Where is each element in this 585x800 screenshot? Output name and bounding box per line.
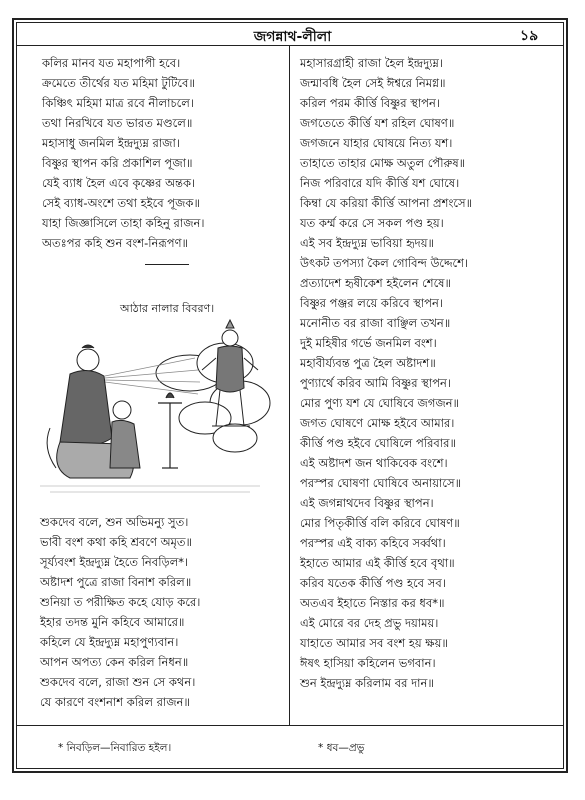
verse-line: মহাসাধু জনমিল ইন্দ্রদ্যুম্ন রাজা। [42,136,180,150]
verse-line: এই অষ্টাদশ জন থাকিবেক বংশে। [300,456,448,470]
verse-line: জগতেতে কীর্ত্তি যশ রহিল ঘোষণ॥ [300,116,455,130]
verse-line: ঈষৎ হাসিয়া কহিলেন ভগবান। [300,656,436,670]
verse-line: যত কর্ম্ম করে সে সকল পণ্ড হয়। [300,216,444,230]
verse-line: অষ্টাদশ পুত্রে রাজা বিনাশ করিল॥ [40,575,192,589]
verse-line: জন্মাবধি হৈল সেই ঈশ্বরে নিমগ্ন॥ [300,76,446,90]
verse-line: মহাবীর্য্যবন্ত পুত্র হৈল অষ্টাদশ॥ [300,356,436,370]
left-column-top [42,53,204,253]
verse-line: সূর্য্যবংশ ইন্দ্রদ্যুম্ন হৈতে নিবড়িল*। [40,555,189,569]
verse-line: এই মোরে বর দেহ প্রভু দয়াময়। [300,616,439,630]
verse-line: ইহাতে আমার এই কীর্ত্তি হবে বৃথা॥ [300,556,455,570]
verse-line: কিঞ্চিৎ মহিমা মাত্র রবে নীলাচলে। [42,96,194,110]
verse-line: আপন অপত্য কেন করিল নিধন॥ [40,655,189,669]
footnote-right: * ধব—প্রভু [318,742,365,754]
verse-line: যাহাতে আমার সব বংশ হয় ক্ষয়॥ [300,636,448,650]
verse-line: কিম্বা যে করিয়া কীর্ত্তি আপনা প্রশংসে॥ [300,196,473,210]
verse-line: যাহা জিজ্ঞাসিলে তাহা কহিনু রাজন। [42,216,205,230]
verse-line: জগত ঘোষণে মোক্ষ হইবে আমার। [300,416,455,430]
verse-line: বিষ্ণুর পঞ্জর লয়ে করিবে স্থাপন। [300,296,443,310]
verse-line: এই জগন্নাথদেব বিষ্ণুর স্থাপন। [300,496,434,510]
verse-line: অতঃপর কহি শুন বংশ-নিরূপণ॥ [42,236,189,250]
verse-line: শুন ইন্দ্রদ্যুম্ন করিলাম বর দান॥ [300,676,434,690]
verse-line: শুকদেব বলে, শুন অভিমন্যু সুত। [40,515,189,529]
page-title: জগন্নাথ-লীলা [253,29,332,45]
footnote-divider [16,725,564,726]
verse-line: পরস্পর এই বাক্য কহিবে সর্ব্বথা। [300,536,446,550]
verse-line: করিল পরম কীর্ত্তি বিষ্ণুর স্থাপন। [300,96,440,110]
verse-line: উৎকট তপস্যা কৈল গোবিন্দ উদ্দেশে। [300,256,469,270]
verse-line: জগজনে যাহার ঘোষয়ে নিত্য যশ। [300,136,453,150]
section-heading: আঠার নালার বিবরণ। [120,302,215,315]
header-divider [16,45,564,46]
verse-line: শুনিয়া ত পরীক্ষিত কহে যোড় করে। [40,595,201,609]
verse-line: যেই ব্যাধ হৈল এবে কৃষ্ণের অন্তক। [42,176,196,190]
verse-line: নিজ পরিবারে যদি কীর্ত্তি যশ ঘোষে। [300,176,460,190]
verse-line: অতএব ইহাতে নিস্তার কর ধব*॥ [300,596,445,610]
verse-line: মহাসারগ্রাহী রাজা হৈল ইন্দ্রদ্যুম্ন। [300,56,443,70]
section-separator [145,264,189,265]
devotee-figures [47,345,140,478]
verse-line: পুণ্যার্থে করিব আমি বিষ্ণুর স্থাপন। [300,376,452,390]
verse-line: কহিলে যে ইন্দ্রদ্যুম্ন মহাপুণ্যবান। [40,635,179,649]
lamp-stand [158,393,182,468]
verse-line: ক্রমেতে তীর্থের যত মহিমা টুটিবে॥ [42,76,195,90]
verse-line: পরস্পর ঘোষণা ঘোষিবে অনায়াসে॥ [300,476,462,490]
verse-line: বিষ্ণুর স্থাপন করি প্রকাশিল পূজা॥ [42,156,193,170]
verse-line: তাহাতে তাহার মোক্ষ অতুল পৌরুষ॥ [300,156,466,170]
left-column-bottom [40,512,200,712]
verse-line: কীর্ত্তি পণ্ড হইবে ঘোষিলে পরিবার॥ [300,436,456,450]
verse-line: মোর পুণ্য যশ যে ঘোষিবে জগজন॥ [300,396,460,410]
verse-line: প্রত্যাদেশ হৃষীকেশ হইলেন শেষে॥ [300,276,452,290]
verse-line: তথা নিরখিবে যত ভারত মণ্ডলে॥ [42,116,193,130]
illustration-devotees-vision [30,318,280,498]
verse-line: সেই ব্যাধ-অংশে তথা হইবে পূজক॥ [42,196,200,210]
verse-line: কলির মানব যত মহাপাপী হবে। [42,56,181,70]
verse-line: করিব যতেক কীর্ত্তি পণ্ড হবে সব। [300,576,446,590]
verse-line: ইহার তদন্ত মুনি কহিবে আমারে॥ [40,615,185,629]
verse-line: এই সব ইন্দ্রদ্যুম্ন ভাবিয়া হৃদয়॥ [300,236,434,250]
verse-line: ভাবী বংশ কথা কহি শ্রবণে অমৃত॥ [40,535,193,549]
verse-line: দুই মহিষীর গর্ভে জনমিল বংশ। [300,336,437,350]
column-divider [289,45,290,725]
verse-line: শুকদেব বলে, রাজা শুন সে কথন। [40,675,196,689]
right-column [300,53,472,693]
ground-shading [40,486,260,492]
page-number: ১৯ [520,28,539,44]
verse-line: যে কারণে বংশনাশ করিল রাজন॥ [40,695,190,709]
footnote-left: * নিবড়িল—নিবারিত হইল। [58,742,172,754]
verse-line: মোর পিতৃকীর্ত্তি বলি করিবে ঘোষণ॥ [300,516,460,530]
verse-line: মনোনীত বর রাজা বাঞ্ছিল তখন॥ [300,316,451,330]
